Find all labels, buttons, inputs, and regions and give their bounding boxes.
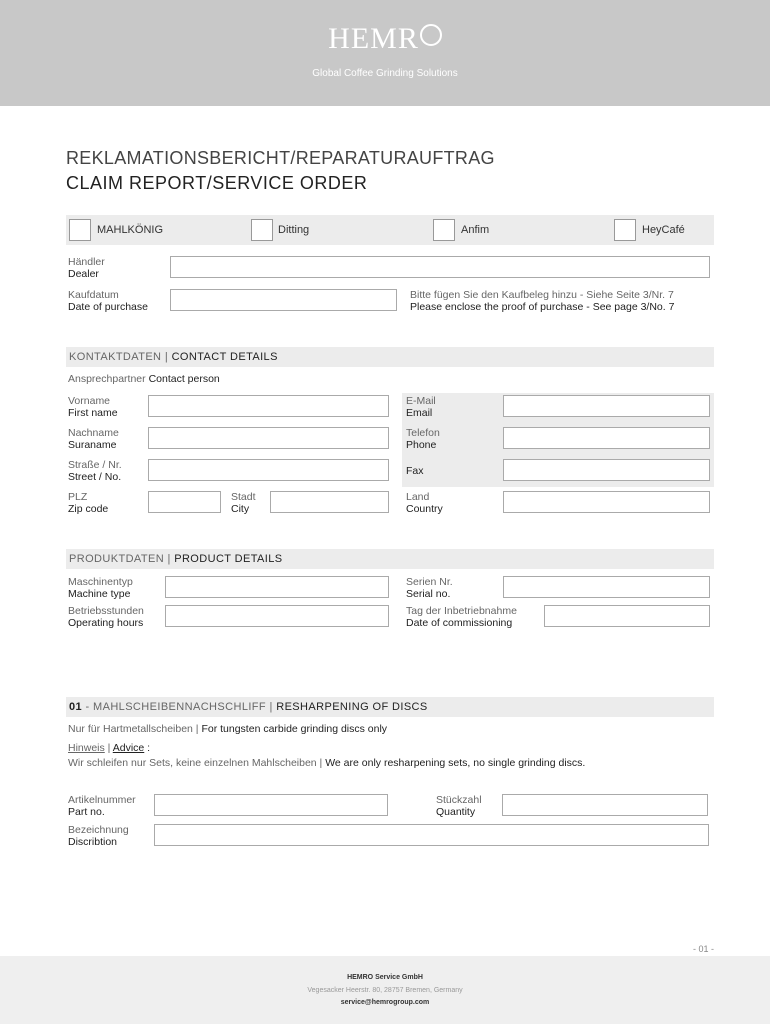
footer-email: service@hemrogroup.com: [340, 999, 430, 1006]
quantity-label: Stückzahl Quantity: [436, 794, 482, 818]
country-field[interactable]: [503, 491, 710, 513]
city-field[interactable]: [270, 491, 389, 513]
brand-label-anfim: Anfim: [461, 224, 490, 236]
zip-field[interactable]: [148, 491, 221, 513]
checkbox-ditting[interactable]: [251, 219, 273, 241]
serial-field[interactable]: [503, 576, 710, 598]
footer-company: HEMRO Service GmbH: [347, 974, 423, 981]
operating-hours-field[interactable]: [165, 605, 389, 627]
surname-field[interactable]: [148, 427, 389, 449]
email-field[interactable]: [503, 395, 710, 417]
brand-label-mahlkoenig: MAHLKÖNIG: [97, 224, 164, 236]
zip-label: PLZ Zip code: [68, 491, 109, 515]
footer-address: Vegesacker Heerstr. 80, 28757 Bremen, Germany: [307, 987, 463, 994]
resharpening-section-header: 01 - MAHLSCHEIBENNACHSCHLIFF | RESHARPENING OF DISCS: [66, 697, 714, 717]
purchase-note: Bitte fügen Sie den Kaufbeleg hinzu - Siehe Seite 3/Nr. 7 Please enclose the proof of purchase - See page 3/No. 7: [410, 289, 675, 313]
commissioning-label: Tag der Inbetriebnahme Date of commissioning: [406, 605, 517, 629]
checkbox-heycafe[interactable]: [614, 219, 636, 241]
phone-label: Telefon Phone: [406, 427, 440, 451]
checkbox-anfim[interactable]: [433, 219, 455, 241]
dealer-field[interactable]: [170, 256, 710, 278]
quantity-field[interactable]: [502, 794, 708, 816]
page-number: - 01 -: [692, 944, 714, 954]
brand-label-heycafe: HeyCafé: [642, 224, 685, 236]
street-field[interactable]: [148, 459, 389, 481]
firstname-field[interactable]: [148, 395, 389, 417]
machine-type-field[interactable]: [165, 576, 389, 598]
checkbox-mahlkoenig[interactable]: [69, 219, 91, 241]
description-label: Bezeichnung Discribtion: [68, 824, 129, 848]
operating-hours-label: Betriebsstunden Operating hours: [68, 605, 144, 629]
title-en: CLAIM REPORT/SERVICE ORDER: [66, 173, 368, 193]
machine-type-label: Maschinentyp Machine type: [68, 576, 133, 600]
city-label: Stadt City: [231, 491, 256, 515]
part-number-field[interactable]: [154, 794, 388, 816]
phone-field[interactable]: [503, 427, 710, 449]
dealer-label: Händler Dealer: [68, 256, 105, 280]
purchase-date-label: Kaufdatum Date of purchase: [68, 289, 148, 313]
title-de: REKLAMATIONSBERICHT/REPARATURAUFTRAG: [66, 148, 495, 168]
description-field[interactable]: [154, 824, 709, 846]
hemro-logo: HEMR: [0, 22, 770, 56]
purchase-date-field[interactable]: [170, 289, 397, 311]
firstname-label: Vorname First name: [68, 395, 118, 419]
brand-label-ditting: Ditting: [278, 224, 310, 236]
serial-label: Serien Nr. Serial no.: [406, 576, 453, 600]
sets-only-note: Wir schleifen nur Sets, keine einzelnen Mahlscheiben | We are only resharpening sets, no single grinding discs.: [68, 757, 586, 769]
logo-ring-icon: [420, 24, 442, 46]
tungsten-only-note: Nur für Hartmetallscheiben | For tungsten carbide grinding discs only: [68, 723, 388, 735]
advice-label: Hinweis | Advice :: [68, 742, 151, 754]
country-label: Land Country: [406, 491, 443, 515]
brand-selection-bar: [66, 215, 714, 245]
fax-label: Fax: [406, 465, 424, 477]
contact-person-label: Ansprechpartner Contact person: [68, 373, 220, 385]
street-label: Straße / Nr. Street / No.: [68, 459, 122, 483]
surname-label: Nachname Suraname: [68, 427, 119, 451]
part-number-label: Artikelnummer Part no.: [68, 794, 136, 818]
product-section-header: PRODUKTDATEN | PRODUCT DETAILS: [66, 549, 714, 569]
contact-section-header: KONTAKTDATEN | CONTACT DETAILS: [66, 347, 714, 367]
fax-field[interactable]: [503, 459, 710, 481]
commissioning-field[interactable]: [544, 605, 710, 627]
tagline: Global Coffee Grinding Solutions: [312, 68, 458, 79]
email-label: E-Mail Email: [406, 395, 436, 419]
